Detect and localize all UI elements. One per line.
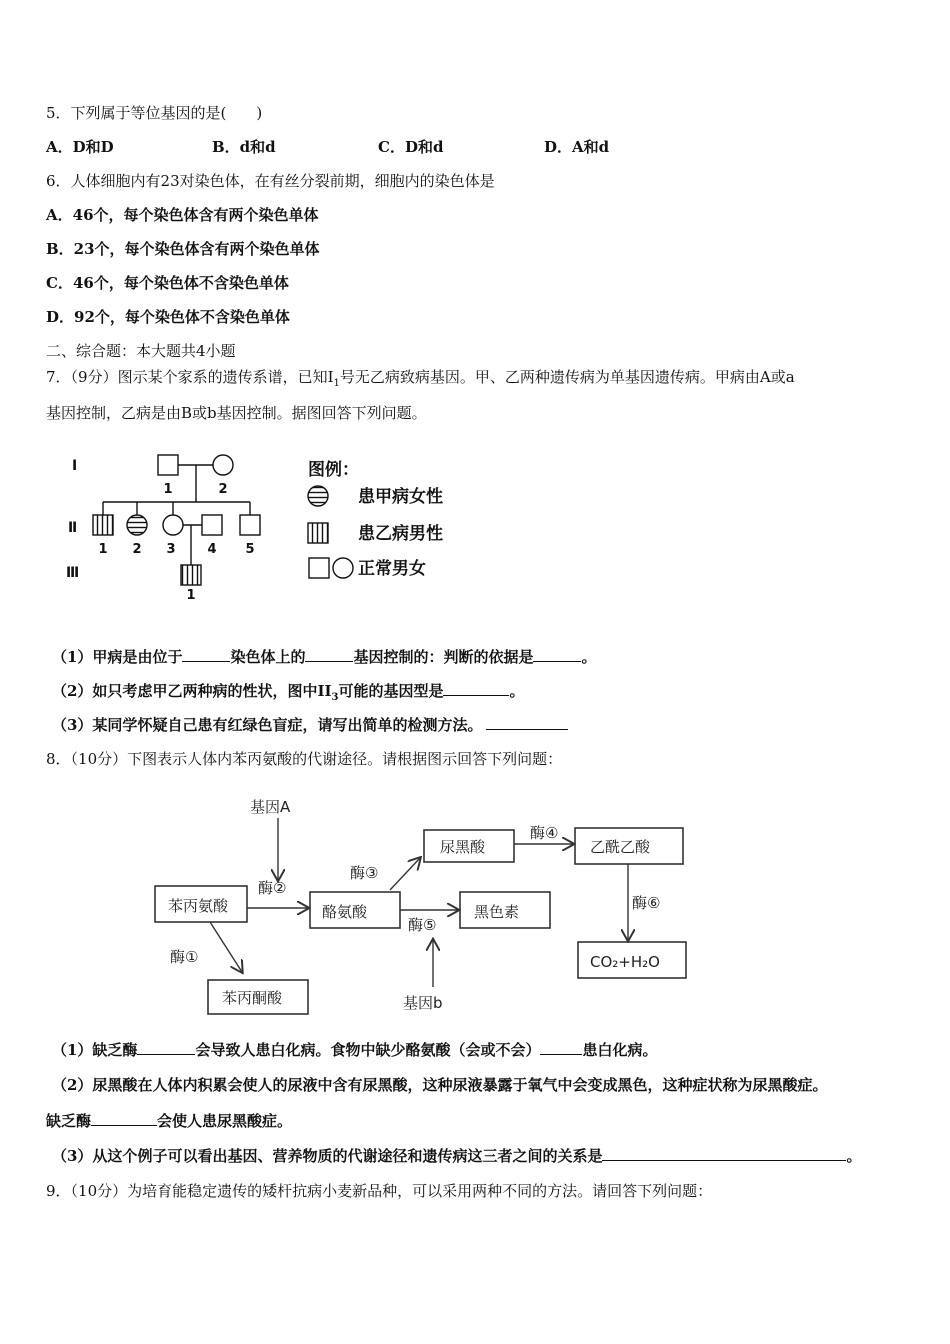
q8-blank-2[interactable]	[540, 1040, 582, 1055]
q7-blank-3[interactable]	[533, 647, 581, 662]
gene-a-label: 基因A	[250, 798, 291, 816]
legend-title: 图例：	[308, 460, 359, 480]
legend-affected-a-female-symbol	[308, 486, 328, 506]
gen1-num-1: 1	[163, 482, 173, 497]
gen2-num-1: 1	[98, 542, 108, 557]
metabolism-diagram	[150, 790, 695, 1025]
q8-sub3	[52, 1146, 861, 1166]
q7-stem-sub: 1	[333, 378, 340, 389]
pedigree-II1-male-disease-b	[93, 515, 113, 535]
q8-sub2-b: 会使人患尿黑酸症。	[157, 1112, 293, 1130]
q7-sub2-c: 。	[509, 682, 525, 700]
q5-options	[46, 137, 710, 157]
q7-sub1-d: 。	[581, 648, 597, 666]
q8-sub1-a: （1）缺乏酶	[52, 1041, 138, 1059]
q5-option-d[interactable]: D．A和d	[544, 138, 610, 156]
q9-stem: 9．（10分）为培育能稳定遗传的矮杆抗病小麦新品种，可以采用两种不同的方法。请回答下列问题：	[46, 1182, 713, 1200]
q8-sub2-line2	[46, 1111, 292, 1131]
q7-blank-1[interactable]	[182, 647, 230, 662]
q7-sub2-a: （2）如只考虑甲乙两种病的性状，图中II	[52, 682, 332, 700]
q8-sub1	[52, 1040, 657, 1060]
legend-normal-female-symbol	[333, 558, 353, 578]
q8-sub3-a: （3）从这个例子可以看出基因、营养物质的代谢途径和遗传病这三者之间的关系是	[52, 1147, 603, 1165]
legend-normal-male-symbol	[309, 558, 329, 578]
q6-option-b[interactable]: B．23个，每个染色体含有两个染色单体	[46, 240, 320, 258]
q8-sub2-a: 缺乏酶	[46, 1112, 92, 1130]
q7-stem-line2: 基因控制，乙病是由B或b基因控制。据图回答下列问题。	[46, 404, 427, 422]
label-enzyme-3: 酶③	[350, 864, 379, 882]
q7-sub2-b: 可能的基因型是	[338, 682, 444, 700]
q5-option-c[interactable]: C．D和d	[378, 138, 444, 156]
q7-sub1	[52, 647, 597, 667]
label-acetoacetic-acid: 乙酰乙酸	[590, 838, 651, 856]
pedigree-III1-male-disease-b	[181, 565, 201, 585]
legend-affected-a-female: 患甲病女性	[358, 487, 443, 507]
gen3-num-1: 1	[186, 588, 196, 603]
pedigree-II4-male	[202, 515, 222, 535]
q5-option-b[interactable]: B．d和d	[212, 138, 276, 156]
label-enzyme-1: 酶①	[170, 948, 199, 966]
label-enzyme-5: 酶⑤	[408, 916, 437, 934]
q7-stem-1b: 号无乙病致病基因。甲、乙两种遗传病为单基因遗传病。甲病由A或a	[339, 368, 795, 386]
label-co2-h2o: CO₂+H₂O	[590, 953, 660, 971]
q8-sub3-b: 。	[846, 1147, 862, 1165]
q5-stem: 5．下列属于等位基因的是( )	[46, 104, 263, 122]
label-tyrosine: 酪氨酸	[322, 903, 368, 921]
q8-sub2-line1: （2）尿黑酸在人体内积累会使人的尿液中含有尿黑酸，这种尿液暴露于氧气中会变成黑色，这种症状称为尿黑酸症。	[52, 1076, 828, 1094]
q8-blank-4[interactable]	[602, 1146, 846, 1161]
label-melanin: 黑色素	[474, 903, 520, 921]
q7-blank-5[interactable]	[486, 715, 568, 730]
q7-stem-line1	[46, 367, 795, 394]
q8-blank-1[interactable]	[137, 1040, 195, 1055]
legend-affected-b-male: 患乙病男性	[358, 524, 443, 544]
gen2-num-2: 2	[132, 542, 142, 557]
q8-sub1-c: 患白化病。	[582, 1041, 658, 1059]
q7-sub1-b: 染色体上的	[230, 648, 306, 666]
q7-sub3	[52, 715, 568, 735]
label-enzyme-6: 酶⑥	[632, 894, 661, 912]
label-enzyme-2: 酶②	[258, 879, 287, 897]
gen-label-1: Ⅰ	[72, 458, 78, 474]
gen-label-3: Ⅲ	[66, 565, 80, 581]
q6-stem: 6．人体细胞内有23对染色体，在有丝分裂前期，细胞内的染色体是	[46, 172, 495, 190]
q5-option-a[interactable]: A．D和D	[46, 138, 114, 156]
q6-option-a[interactable]: A．46个，每个染色体含有两个染色单体	[46, 206, 319, 224]
pedigree-II3-female	[163, 515, 183, 535]
section-heading: 二、综合题：本大题共4小题	[46, 342, 236, 360]
q6-option-c[interactable]: C．46个，每个染色体不含染色单体	[46, 274, 289, 292]
q7-sub2-sub: 3	[331, 692, 339, 703]
pedigree-II5-male	[240, 515, 260, 535]
pedigree-II2-female-disease-a	[127, 515, 147, 535]
pedigree-chart	[60, 445, 480, 605]
label-phenylpyruvic-acid: 苯丙酮酸	[222, 989, 283, 1007]
gen2-num-4: 4	[207, 542, 217, 557]
q6-option-d[interactable]: D．92个，每个染色体不含染色单体	[46, 308, 290, 326]
q8-stem: 8．（10分）下图表示人体内苯丙氨酸的代谢途径。请根据图示回答下列问题：	[46, 750, 563, 768]
gen2-num-5: 5	[245, 542, 255, 557]
label-enzyme-4: 酶④	[530, 824, 559, 842]
q8-sub1-b: 会导致人患白化病。食物中缺少酪氨酸（会或不会）	[195, 1041, 541, 1059]
q7-blank-2[interactable]	[305, 647, 353, 662]
q8-blank-3[interactable]	[91, 1111, 157, 1126]
q7-sub1-c: 基因控制的：判断的依据是	[353, 648, 534, 666]
q7-stem-1a: 7．（9分）图示某个家系的遗传系谱，已知Ⅰ	[46, 368, 334, 386]
q7-blank-4[interactable]	[443, 681, 509, 696]
q7-sub3-text: （3）某同学怀疑自己患有红绿色盲症，请写出简单的检测方法。	[52, 716, 483, 734]
q7-sub1-a: （1）甲病是由位于	[52, 648, 183, 666]
gen-label-2: Ⅱ	[68, 520, 78, 536]
q7-sub2	[52, 681, 524, 708]
gen2-num-3: 3	[166, 542, 176, 557]
label-phenylalanine: 苯丙氨酸	[168, 897, 229, 915]
pedigree-I1-male	[158, 455, 178, 475]
gene-b-label: 基因b	[403, 994, 443, 1012]
legend-affected-b-male-symbol	[308, 523, 328, 543]
legend-normal: 正常男女	[358, 559, 426, 579]
label-homogentisic-acid: 尿黑酸	[440, 838, 486, 856]
pedigree-I2-female	[213, 455, 233, 475]
gen1-num-2: 2	[218, 482, 228, 497]
